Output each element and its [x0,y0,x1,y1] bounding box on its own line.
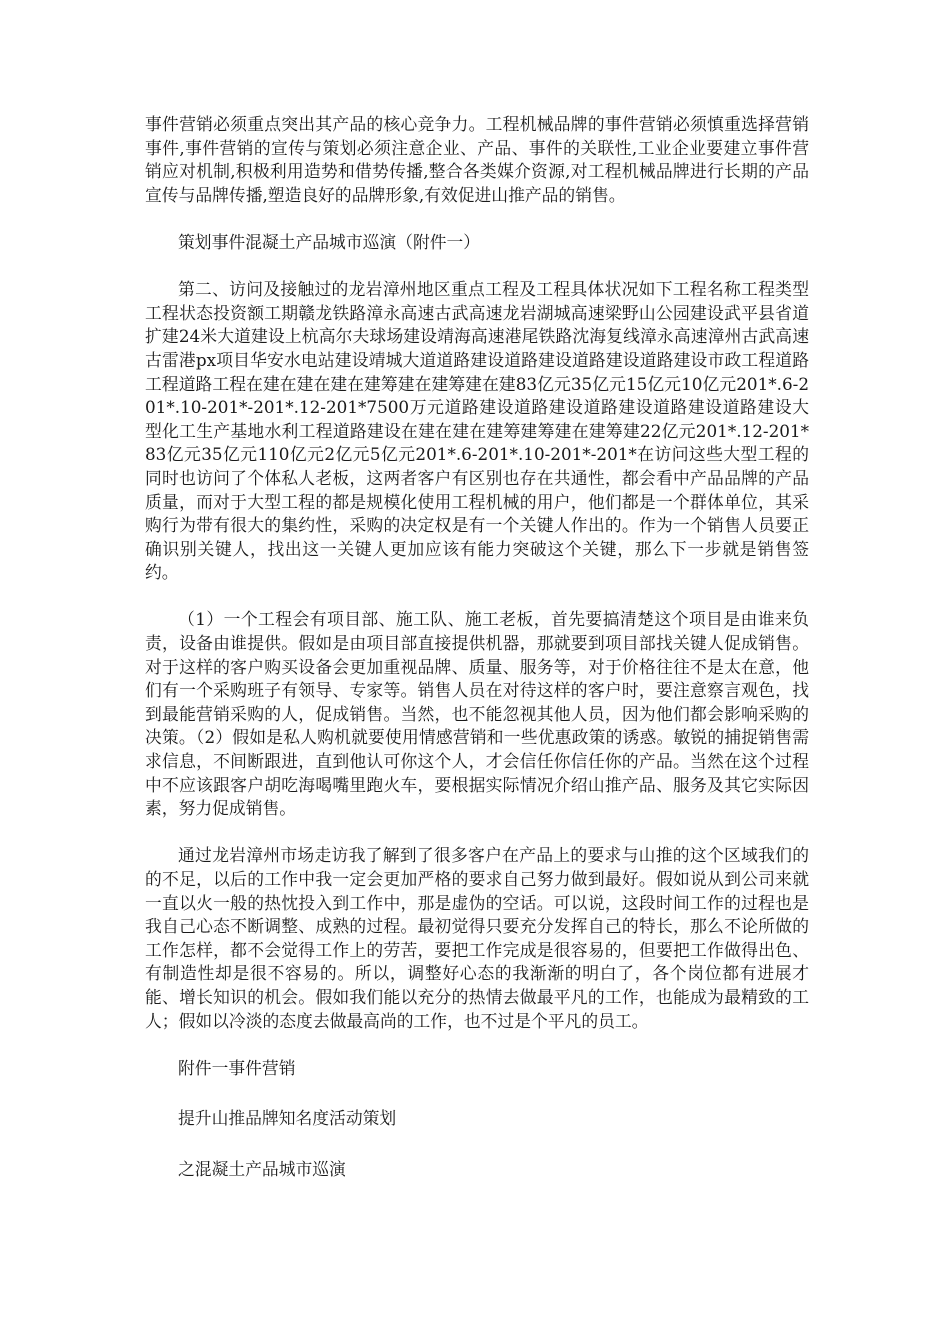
paragraph-event-marketing: 事件营销必须重点突出其产品的核心竞争力。工程机械品牌的事件营销必须慎重选择营销事件,事件营销的宣传与策划必须注意企业、产品、事件的关联性,工业企业要建立事件营销应对机制,积极利用造势和借势传播,整合各类媒介资源,对工程机械品牌进行长期的产品宣传与品牌传播,塑造良好的品牌形象,有效促进山推产品的销售。 [145,114,809,205]
paragraph-sales-process: （1）一个工程会有项目部、施工队、施工老板，首先要搞清楚这个项目是由谁来负责，设备由谁提供。假如是由项目部直接提供机器，那就要到项目部找关键人促成销售。对于这样的客户购买设备会更加重视品牌、质量、服务等，对于价格往往不是太在意，他们有一个采购班子有领导、专家等。销售人员在对待这样的客户时，要注意察言观色，找到最能营销采购的人，促成销售。当然，也不能忽视其他人员，因为他们都会影响采购的决策。（2）假如是私人购机就要使用情感营销和一些优惠政策的诱惑。敏锐的捕捉销售需求信息，不间断跟进，直到他认可你这个人，才会信任你信任你的产品。当然在这个过程中不应该跟客户胡吃海喝嘴里跑火车，要根据实际情况介绍山推产品、服务及其它实际因素，努力促成销售。 [145,609,809,819]
document-body [145,113,809,1209]
paragraph-reflection: 通过龙岩漳州市场走访我了解到了很多客户在产品上的要求与山推的这个区域我们的的不足，以后的工作中我一定会更加严格的要求自己努力做到最好。假如说从到公司来就一直以火一般的热忱投入到工作中，那是虚伪的空话。可以说，这段时间工作的过程也是我自己心态不断调整、成熟的过程。最初觉得只要充分发挥自己的特长，那么不论所做的工作怎样，都不会觉得工作上的劳苦，要把工作完成是很容易的，但要把工作做得出色、有制造性却是很不容易的。所以，调整好心态的我渐渐的明白了，各个岗位都有进展才能、增长知识的机会。假如我们能以充分的热情去做最平凡的工作，也能成为最精致的工人；假如以冷淡的态度去做最高尚的工作，也不过是个平凡的员工。 [145,845,809,1031]
paragraph-city-tour: 之混凝土产品城市巡演 [178,1158,346,1179]
paragraph-activity-plan: 提升山推品牌知名度活动策划 [178,1108,397,1129]
paragraph-plan-title: 策划事件混凝土产品城市巡演（附件一） [178,231,481,252]
paragraph-projects: 第二、访问及接触过的龙岩漳州地区重点工程及工程具体状况如下工程名称工程类型工程状态投资额工期赣龙铁路漳永高速古武高速龙岩湖城高速梁野山公园建设武平县省道扩建24米大道建设上杭高尔夫球场建设靖海高速港尾铁路沈海复线漳永高速漳州古武高速古雷港px项目华安水电站建设靖城大道道路建设道路建设道路建设道路建设市政工程道路工程道路工程在建在建在建在建筹建在建筹建在建83亿元35亿元15亿元10亿元201*.6-201*.10-201*-201*.12-201*7500万元道路建设道路建设道路建设道路建设道路建设大型化工生产基地水利工程道路建设在建在建在建筹建筹建在建筹建22亿元201*.12-201*83亿元35亿元110亿元2亿元5亿元201*.6-201*.10-201*-201*在访问这些大型工程的同时也访问了个体私人老板，这两者客户有区别也存在共通性，都会看中产品品牌的产品质量，而对于大型工程的都是规模化使用工程机械的用户，他们都是一个群体单位，其采购行为带有很大的集约性，采购的决定权是有一个关键人作出的。作为一个销售人员要正确识别关键人，找出这一关键人更加应该有能力突破这个关键，那么下一步就是销售签约。 [145,279,809,583]
paragraph-appendix-title: 附件一事件营销 [178,1057,296,1078]
